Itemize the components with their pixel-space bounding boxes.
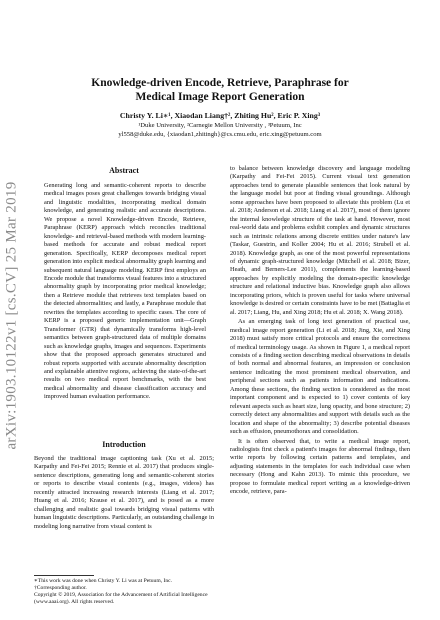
footnote-1: ∗This work was done when Christy Y. Li was at Petuum, Inc. xyxy=(34,578,173,584)
abstract-text: Generating long and semantic-coherent reports to describe medical images poses great challenges towards bridging visual and linguistic modalities, incorporating medical domain knowledge, and generating realistic and accurate descriptions. We propose a novel Knowledge-driven Encode, Retrieve, Paraphrase (KERP) approach which reconciles traditional knowledge- and retrieval-based methods with modern learning-based methods for accurate and robust medical report generation. Specifically, KERP decomposes medical report generation into explicit medical abnormality graph learning and subsequent natural language modeling. KERP first employs an Encode module that transforms visual features into a structured abnormality graph by incorporating prior medical knowledge; then a Retrieve module that retrieves text templates based on the detected abnormalities; and lastly, a Paraphrase module that rewrites the templates according to specific cases. The core of KERP is a proposed generic implementation unit—Graph Transformer (GTR) that dynamically transforms high-level semantics between graph-structured data of multiple domains such as knowledge graphs, images and sequences. Experiments show that the proposed approach generates structured and robust reports supported with accurate abnormality description and explainable attentive regions, achieving the state-of-the-art results on two medical report benchmarks, with the best medical abnormality and disease classification accuracy and improved human evaluation performance. xyxy=(44,182,206,401)
right-column xyxy=(230,165,410,497)
copyright-notice: Copyright © 2019, Association for the Advancement of Artificial Intelligence (www.aaai.org). All rights reserved. xyxy=(34,592,208,606)
right-paragraph-3: It is often observed that, to write a medical image report, radiologists first check a patient's images for abnormal findings, then write reports by following certain patterns and templates, and adjusting statements in the templates for each individual case when necessary (Hong and Kahn 2013). To mimic this procedure, we propose to formulate medical report writing as a knowledge-driven encode, retrieve, para- xyxy=(230,437,410,496)
footnotes xyxy=(34,578,214,606)
introduction-text: Beyond the traditional image captioning task (Xu et al. 2015; Karpathy and Fei-Fei 2015; Rennie et al. 2017) that produces single-sentence descriptions, generating long and semantic-coherent stories or reports to describe visual contents (e.g., images, videos) has recently attracted increasing research interests (Liang et al. 2017; Huang et al. 2016; Krause et al. 2017), and is posed as a more challenging and realistic goal towards bridging visual patterns with human linguistic descriptions. Particularly, an outstanding challenge in modeling long narrative from visual content is xyxy=(34,455,214,530)
introduction-body xyxy=(34,455,214,531)
affiliations: ¹Duke University, ²Carnegie Mellon University , ³Petuum, Inc xyxy=(138,122,302,129)
title-line-1: Knowledge-driven Encode, Retrieve, Paraphrase for xyxy=(91,77,349,89)
right-paragraph-1: to balance between knowledge discovery and language modeling (Karpathy and Fei-Fei 2015). Current visual text generation approaches tend to generate plausible sentences that look natural by the language model but poor at finding visual groundings. Although some approaches have been proposed to alleviate this problem (Lu et al. 2018; Anderson et al. 2018; Liang et al. 2017), most of them ignore the internal knowledge structure of the task at hand. However, most real-world data and problems exhibit complex and dynamic structures such as intrinsic relations among discrete entities under nature's law (Taskar, Guestrin, and Koller 2004; Hu et al. 2016; Strubell et al. 2018). Knowledge graph, as one of the most powerful representations of dynamic graph-structured knowledge (Mitchell et al. 2018; Bizer, Heath, and Berners-Lee 2011), complements the learning-based approaches by explicitly modeling the domain-specific knowledge structure and relational inductive bias. Knowledge graph also allows incorporating priors, which is proven useful for tasks where universal knowledge is desired or certain constraints have to be met (Battaglia et al. 2017; Liang, Hu, and Xing 2018; Hu et al. 2018; X. Wang 2018). xyxy=(230,165,410,316)
title-line-2: Medical Image Report Generation xyxy=(135,91,305,103)
author-emails: yl558@duke.edu, {xiaodan1,zhitingh}@cs.cmu.edu, eric.xing@petuum.com xyxy=(118,130,322,138)
affiliations-block xyxy=(30,122,410,139)
abstract-body xyxy=(44,182,206,402)
abstract-heading: Abstract xyxy=(109,166,139,175)
arxiv-identifier: arXiv:1903.10122v1 [cs.CV] 25 Mar 2019 xyxy=(3,180,20,450)
author-list: Christy Y. Li∗¹, Xiaodan Liang†², Zhiting Hu², Eric P. Xing³ xyxy=(119,111,321,120)
footnote-rule xyxy=(34,575,94,576)
right-paragraph-2: As an emerging task of long text generation of practical use, medical image report generation (Li et al. 2018; Jing, Xie, and Xing 2018) must satisfy more critical protocols and ensure the correctness of medical terminology usage. As shown in Figure 1, a medical report consists of a finding section describing medical observations in details of both normal and abnormal features, an impression or conclusion sentence indicating the most prominent medical observation, and peripheral sections such as patients information and indications. Among these sections, the finding section is considered as the most important component and is expected to 1) cover contents of key relevant aspects such as heart size, lung opacity, and bone structure; 2) correctly detect any abnormalities and support with details such as the location and shape of the abnormality; 3) describe potential diseases such as effusion, pneumothorax and consolidation. xyxy=(230,318,410,436)
arxiv-sidebar xyxy=(2,168,22,462)
paper-title xyxy=(40,76,400,104)
footnote-2: †Corresponding author. xyxy=(34,585,87,592)
introduction-heading: Introduction xyxy=(102,440,146,449)
